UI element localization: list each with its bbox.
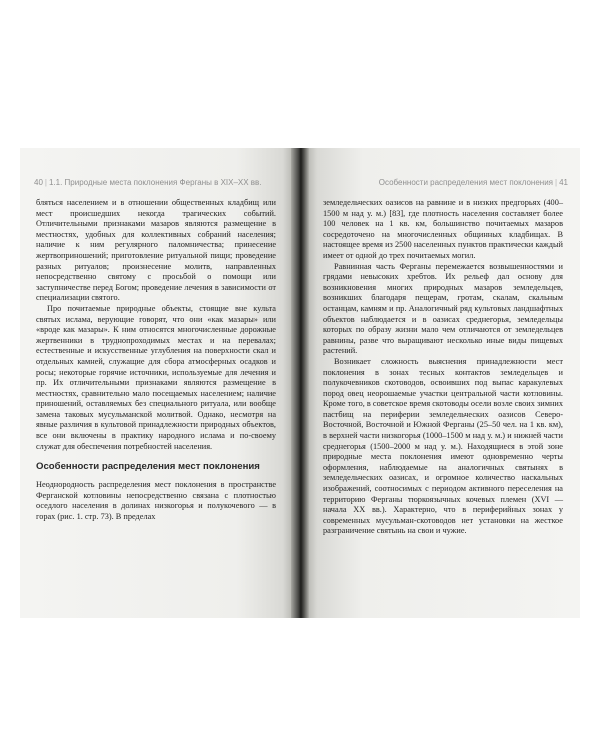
left-header-title: 1.1. Природные места поклонения Ферганы в XIX–XX вв. — [48, 178, 262, 187]
header-separator: | — [555, 178, 558, 187]
right-page-number: 41 — [559, 178, 568, 187]
right-paragraph-1: земледельческих оазисов на равнине и в низких предгорьях (400–1500 м над у. м.) [83], где плотность населения составляет более 100 человек на 1 кв. км, большинство почитаемых мазаров сосредоточено на многочисленных общинных кладбищах. В настоящее время из 2500 населенных пунктов практически каждый имеет от одной до трех почитаемых могил. — [323, 198, 563, 260]
left-page-number: 40 — [34, 178, 43, 187]
left-paragraph-3: Неоднородность распределения мест поклонения в пространстве Ферганской котловины непосредственно связана с плотностью оседлого населения в долинах низкогорья и полукочевого — в горах (рис. 1. стр. 73). В пределах — [36, 480, 276, 522]
header-separator: | — [44, 178, 47, 187]
left-paragraph-2: Про почитаемые природные объекты, стоящие вне культа святых ислама, верующие говорят, что они «как мазары» или «вроде как мазары». К ним относятся многочисленные дорожные жертвенники в труднопроходимых местах и на перевалах; естественные и искусственные углубления на поверхности скал и отдельных камней, служащие для сбора атмосферных осадков и росы; некоторые горячие источники, используемые для лечения и пр. Их отличительными признаками являются размещение в местностях, сравнительно мало посещаемых населением; наличие приношений, оставляемых без специального ритуала, или вообще замена таковых мусульманской молитвой. Однако, несмотря на явные различия в культовой принадлежности природных объектов, все они включены в практику народного ислама и по-своему служат для обеспечения потребностей населения. — [36, 303, 276, 451]
right-running-header — [379, 178, 568, 187]
section-heading: Особенности распределения мест поклонения — [36, 461, 260, 473]
right-paragraph-3: Возникает сложность выяснения принадлежности мест поклонения в зонах тесных контактов земледельцев и полукочевников скотоводов, освоивших под выпас каракулевых пород овец неорошаемые участки центральной части котловины. Кроме того, в советское время скотоводы осели возле своих зимних пастбищ на периферии земледельческих оазисов Северо-Восточной, Восточной и Южной Ферганы (25–50 чел. на 1 кв. км), в верхней части низкогорья (1000–1500 м над у. м.) и нижней части среднегорья (1500–2000 м над у. м.). Находящиеся в этой зоне природные места поклонения имеют одновременно черты оформления, наблюдаемые на аналогичных святынях в земледельческих оазисах, и огромное количество наскальных изображений, соотносимых с периодом активного переселения на территорию Ферганы тюркоязычных кочевых племен (XVI — начала XX вв.). Характерно, что в периферийных зонах у современных мусульман-скотоводов нет установки на жесткое разграничение святынь на свои и чужие. — [323, 356, 563, 536]
right-page — [309, 148, 580, 618]
left-running-header — [34, 178, 262, 187]
left-body-text — [36, 198, 276, 523]
book-spread — [20, 148, 580, 618]
left-paragraph-1: бляться населением и в отношении общественных кладбищ или мест происшедших некогда трагических событий. Отличительными признаками мазаров являются размещение в местностях, удобных для коллективных собраний населения; наличие к ним регулярного паломничества; принесение жертвоприношений; приготовление ритуальной пищи; проведение разных ритуалов; произнесение молитв, направленных непосредственно святому с просьбой о помощи или заступничестве перед Богом; проведение лечения в зависимости от специализации святого. — [36, 198, 276, 303]
right-body-text — [323, 198, 563, 537]
book-gutter — [291, 148, 309, 618]
right-header-title: Особенности распределения мест поклонения — [378, 178, 554, 187]
right-paragraph-2: Равнинная часть Ферганы перемежается возвышенностями и грядами невысоких хребтов. Их рельеф дал основу для возникновения многих природных мазаров земледельцев, возникших благодаря пещерам, гротам, скалам, скальным останцам, камням и пр. Аналогичный ряд культовых ландшафтных объектов наблюдается и в оазисах среднегорья, земледельцы которых по образу жизни мало чем отличаются от земледельцев равнины, разве что выращивают несколько иные виды пищевых растений. — [323, 261, 563, 356]
left-page — [20, 148, 291, 618]
